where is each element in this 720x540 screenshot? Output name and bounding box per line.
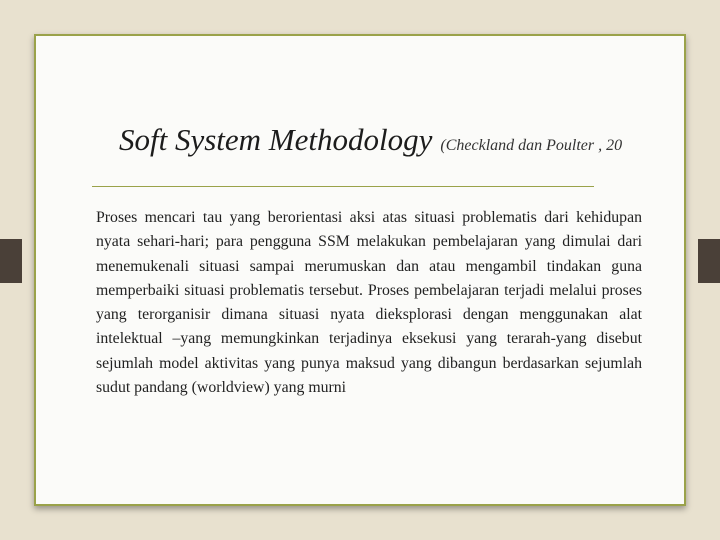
slide-title: Soft System Methodology — [119, 122, 433, 157]
title-divider — [92, 186, 594, 187]
body-paragraph: Proses mencari tau yang berorientasi aksi atas situasi problematis dari kehidupan nyata sehari-hari; para pengguna SSM melakukan pembelajaran yang dimulai dari menemukenali situasi sampai merumuskan dan atau mengambil tindakan guna memperbaiki situasi problematis tersebut. Proses pembelajaran terjadi melalui proses yang terorganisir dimana situasi nyata dieksplorasi dengan menggunakan alat intelektual –yang memungkinkan terjadinya eksekusi yang terarah-yang disebut sejumlah model aktivitas yang punya maksud yang dibangun berdasarkan sejumlah sudut pandang (worldview) yang murni — [96, 209, 642, 397]
slide-subtitle: (Checkland dan Poulter , 20 — [440, 137, 623, 154]
right-edge-tab — [698, 239, 720, 283]
slide-card — [34, 34, 686, 506]
title-row — [119, 122, 686, 158]
left-edge-tab — [0, 239, 22, 283]
